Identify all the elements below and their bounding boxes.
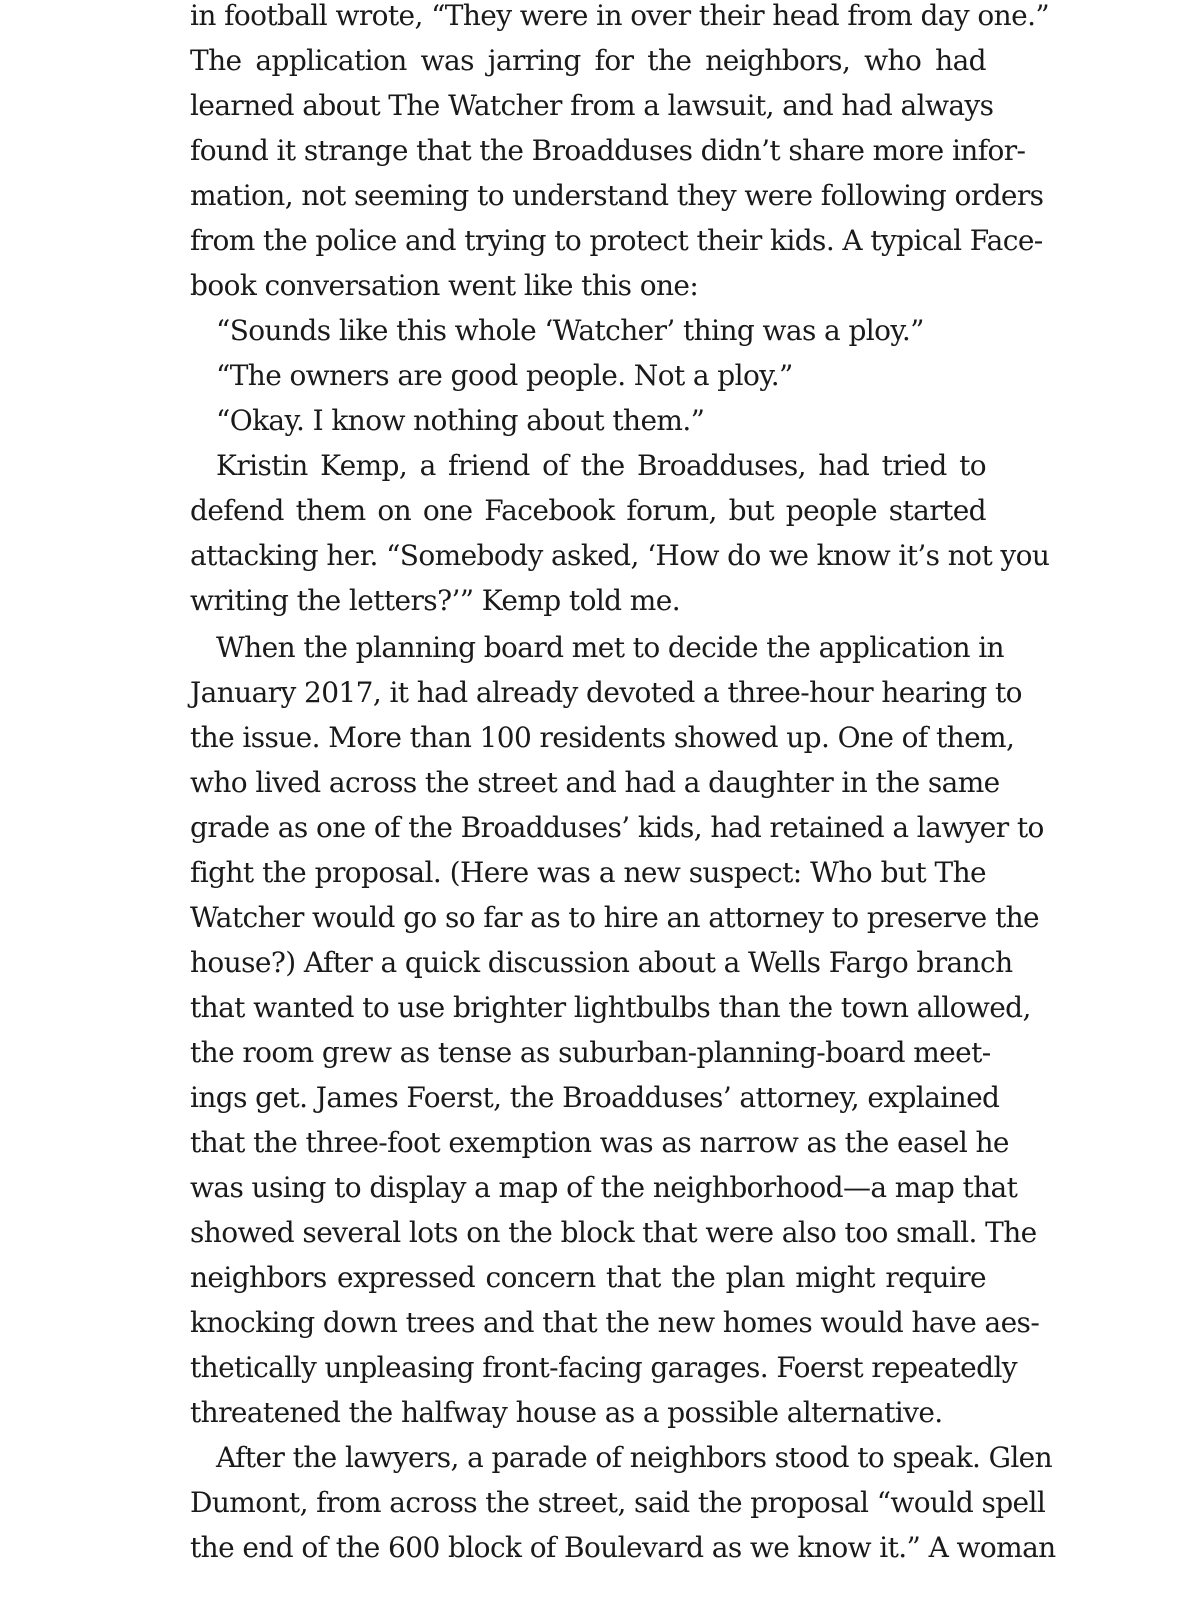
text-line: The application was jarring for the neighbors, who had — [190, 44, 986, 77]
text-line: threatened the halfway house as a possible alternative. — [190, 1396, 943, 1429]
text-line: Watcher would go so far as to hire an attorney to preserve the — [190, 901, 1040, 934]
text-line: defend them on one Facebook forum, but people started — [190, 494, 986, 527]
text-line: fight the proposal. (Here was a new suspect: Who but The — [190, 856, 986, 889]
text-line: who lived across the street and had a daughter in the same — [190, 766, 1000, 799]
text-line: from the police and trying to protect their kids. A typical Face- — [190, 224, 1043, 257]
text-line: in football wrote, “They were in over their head from day one.” — [190, 0, 1050, 32]
text-line: attacking her. “Somebody asked, ‘How do we know it’s not you — [190, 539, 1050, 572]
text-line: Dumont, from across the street, said the proposal “would spell — [190, 1486, 1046, 1519]
text-line: January 2017, it had already devoted a three-hour hearing to — [190, 676, 1022, 709]
text-line: that wanted to use brighter lightbulbs than the town allowed, — [190, 991, 1031, 1024]
text-line: writing the letters?’” Kemp told me. — [190, 584, 681, 617]
text-line: the room grew as tense as suburban-planning-board meet- — [190, 1036, 991, 1069]
text-line: the issue. More than 100 residents showed up. One of them, — [190, 721, 1015, 754]
text-line: knocking down trees and that the new homes would have aes- — [190, 1306, 1040, 1339]
text-line: that the three-foot exemption was as narrow as the easel he — [190, 1126, 1009, 1159]
text-line: showed several lots on the block that were also too small. The — [190, 1216, 1037, 1249]
text-line: learned about The Watcher from a lawsuit, and had always — [190, 89, 994, 122]
paragraph-first-line: After the lawyers, a parade of neighbors stood to speak. Glen — [216, 1441, 1053, 1474]
paragraph-first-line: When the planning board met to decide the application in — [216, 631, 1004, 664]
dialogue-line: “Sounds like this whole ‘Watcher’ thing was a ploy.” — [216, 314, 924, 347]
text-line: book conversation went like this one: — [190, 269, 699, 302]
text-line: was using to display a map of the neighborhood—a map that — [190, 1171, 1018, 1204]
dialogue-line: “The owners are good people. Not a ploy.” — [216, 359, 793, 392]
dialogue-line: “Okay. I know nothing about them.” — [216, 404, 705, 437]
paragraph-first-line: Kristin Kemp, a friend of the Broadduses, had tried to — [216, 449, 986, 482]
text-line: thetically unpleasing front-facing garages. Foerst repeatedly — [190, 1351, 1018, 1384]
text-line: mation, not seeming to understand they were following orders — [190, 179, 1044, 212]
text-line: ings get. James Foerst, the Broadduses’ attorney, explained — [190, 1081, 1000, 1114]
text-line: house?) After a quick discussion about a Wells Fargo branch — [190, 946, 1013, 979]
text-line: found it strange that the Broadduses didn’t share more infor- — [190, 134, 1026, 167]
text-line: the end of the 600 block of Boulevard as we know it.” A woman — [190, 1531, 1056, 1564]
text-line: neighbors expressed concern that the plan might require — [190, 1261, 986, 1294]
text-line: grade as one of the Broadduses’ kids, had retained a lawyer to — [190, 811, 1044, 844]
